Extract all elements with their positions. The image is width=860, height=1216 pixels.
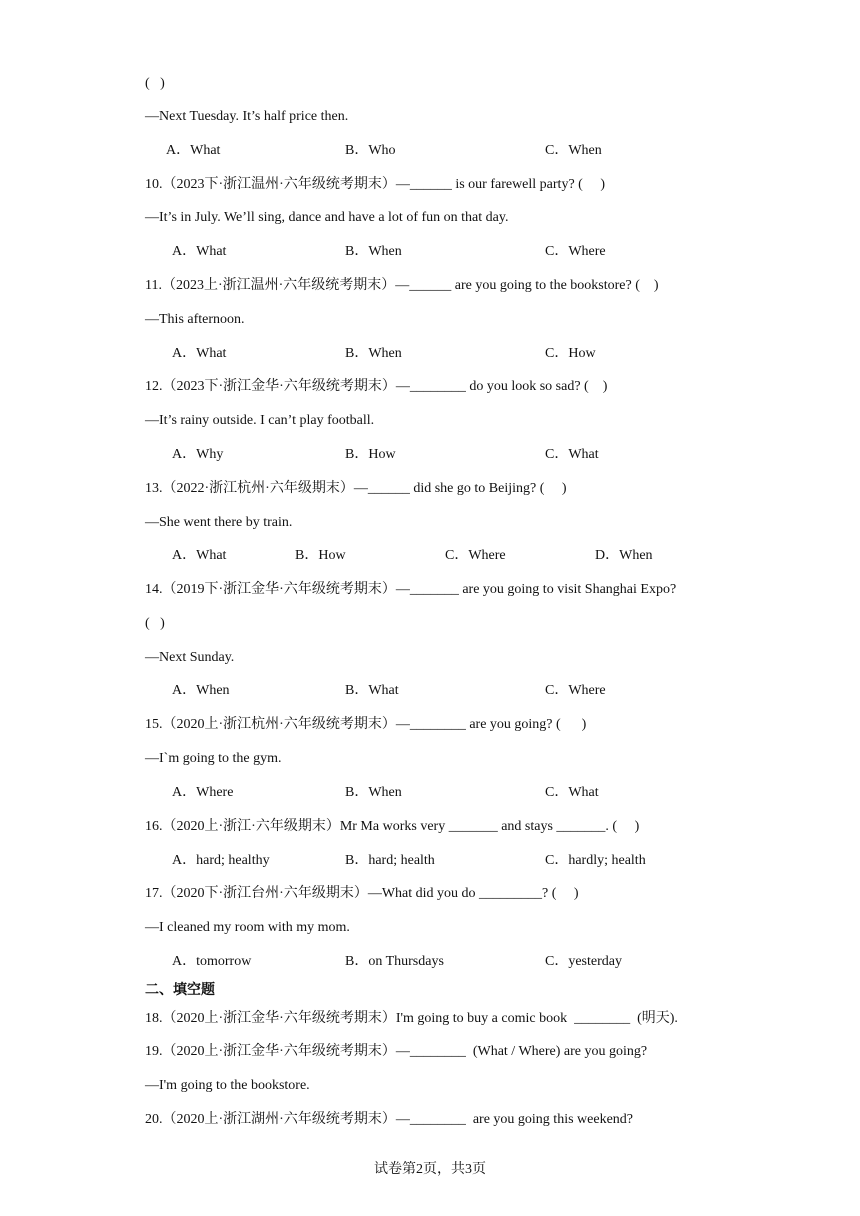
dialogue-line: —It’s in July. We’ll sing, dance and have a lot of fun on that day. [145,210,509,225]
option-c: C．What [545,447,599,462]
option-a: A．What [172,244,227,259]
option-b: B．How [295,548,346,563]
option-c: C．Where [545,683,606,698]
section-title: 二、填空题 [145,982,215,998]
question-10: 10.（2023下·浙江温州·六年级统考期末）—______ is our farewell party? ( ) [145,177,605,192]
answer-bracket: ( ) [145,616,165,631]
question-20: 20.（2020上·浙江湖州·六年级统考期末）—________ are you going this weekend? [145,1112,633,1127]
option-c: C．When [545,143,602,158]
dialogue-line: —I cleaned my room with my mom. [145,920,350,935]
question-14: 14.（2019下·浙江金华·六年级统考期末）—_______ are you going to visit Shanghai Expo? [145,582,677,597]
option-a: A．Where [172,785,234,800]
page-footer: 试卷第2页，共3页 [374,1162,486,1177]
question-19: 19.（2020上·浙江金华·六年级统考期末）—________ (What / Where) are you going? [145,1044,648,1059]
option-d: D．When [595,548,653,563]
option-c: C．Where [545,244,606,259]
option-b: B．on Thursdays [345,954,444,969]
option-b: B．When [345,244,402,259]
question-15: 15.（2020上·浙江杭州·六年级统考期末）—________ are you going? ( ) [145,717,587,732]
question-16: 16.（2020上·浙江·六年级期末）Mr Ma works very _______ and stays _______. ( ) [145,819,640,834]
question-11: 11.（2023上·浙江温州·六年级统考期末）—______ are you going to the bookstore? ( ) [145,278,659,293]
dialogue-line: —Next Tuesday. It’s half price then. [145,109,349,124]
question-18: 18.（2020上·浙江金华·六年级统考期末）I'm going to buy a comic book ________ (明天). [145,1011,678,1026]
option-b: B．What [345,683,399,698]
dialogue-line: —I`m going to the gym. [145,751,282,766]
option-b: B．How [345,447,396,462]
option-a: A．What [172,548,227,563]
option-a: A．hard; healthy [172,853,270,868]
option-c: C．yesterday [545,954,622,969]
dialogue-line: —I'm going to the bookstore. [145,1078,310,1093]
dialogue-line: —She went there by train. [145,515,293,530]
option-c: C．How [545,346,596,361]
option-c: C．hardly; health [545,853,646,868]
answer-bracket: ( ) [145,76,165,91]
dialogue-line: —It’s rainy outside. I can’t play football. [145,413,375,428]
option-a: A．tomorrow [172,954,252,969]
question-17: 17.（2020下·浙江台州·六年级期末）—What did you do _________? ( ) [145,886,579,901]
question-12: 12.（2023下·浙江金华·六年级统考期末）—________ do you look so sad? ( ) [145,379,608,394]
option-a: A．What [172,346,227,361]
option-c: C．What [545,785,599,800]
question-13: 13.（2022·浙江杭州·六年级期末）—______ did she go to Beijing? ( ) [145,481,567,496]
option-a: A．What [166,143,221,158]
option-b: B．When [345,346,402,361]
option-a: A．Why [172,447,224,462]
option-b: B．Who [345,143,396,158]
option-c: C．Where [445,548,506,563]
dialogue-line: —Next Sunday. [145,650,235,665]
option-a: A．When [172,683,230,698]
dialogue-line: —This afternoon. [145,312,245,327]
option-b: B．When [345,785,402,800]
option-b: B．hard; health [345,853,435,868]
